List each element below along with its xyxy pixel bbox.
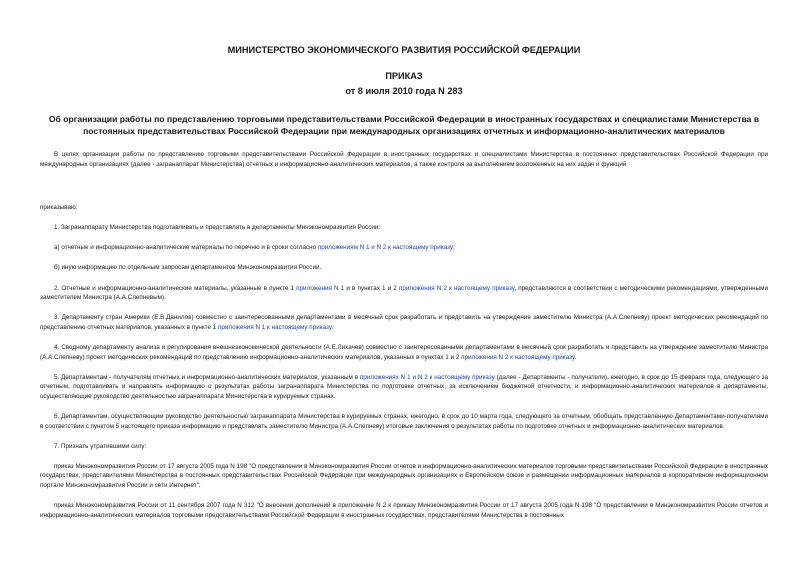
paragraph-5-end: (далее - Департаменты - получатели), ежегодно, в срок до 15 февраля года, следующего за отчетным, подготавливать и направлять информацию о результатах работы загранаппарата Министерства по подготовке отчетных, за исключением бюджетной отчетности, и информационно-аналитических материалов в департаменты, осуществляющие руководство деятельностью загранаппарата Министерства в курируемых странах. bbox=[40, 373, 768, 400]
prikazyvayu-line: приказываю: bbox=[40, 204, 78, 212]
paragraph-2-text: 2. Отчетные и информационно-аналитические материалы, указанные в пункте 1 bbox=[54, 284, 297, 292]
ministry-heading: МИНИСТЕРСТВО ЭКОНОМИЧЕСКОГО РАЗВИТИЯ РОССИЙСКОЙ ФЕДЕРАЦИИ bbox=[227, 45, 581, 55]
paragraph-3-text: 3. Департаменту стран Америки (Е.В.Данилов) совместно с заинтересованными департаментами в месячный срок разработать и представить на утверждение заместителю Министра (А.А.Слепневу) проект методических рекомендаций по представлению отчетных материалов, указанных в пункте 1 bbox=[40, 314, 768, 331]
order-heading: ПРИКАЗ bbox=[385, 71, 423, 81]
link-appendix-2[interactable]: приложения N 2 к настоящему приказу bbox=[398, 284, 515, 292]
paragraph-1a bbox=[40, 243, 768, 253]
paragraph-3 bbox=[40, 313, 768, 332]
paragraph-2 bbox=[40, 284, 768, 303]
paragraph-4-end: . bbox=[574, 353, 577, 361]
document-title: Об организации работы по представлению торговыми представительствами Российской Федерации в иностранных государствах и специалистами Министерства в постоянных представительствах Российской Федерации при международных организациях отчетных и информационно-аналитических материалов bbox=[48, 114, 760, 136]
paragraph-5 bbox=[40, 373, 768, 402]
link-appendix-1-order[interactable]: приложения N 1 к настоящему приказу bbox=[218, 323, 332, 331]
paragraph-1b: б) иную информацию по отдельным запросам департаментов Минэкономразвития России. bbox=[54, 264, 322, 272]
paragraph-1a-end: ; bbox=[453, 244, 455, 252]
paragraph-7b: приказ Минэкономразвития России от 11 сентября 2007 года N 312 "О внесении дополнений в приложение N 2 к приказу Минэкономразвития России от 17 августа 2005 года N 198 "О представлении в Минэкономразвития России отчетов и информационно-аналитических материалов торговыми представительствами Российской Федерации в иностранных государствах, представителями Министерства в постоянных bbox=[40, 501, 768, 519]
paragraph-4 bbox=[40, 343, 768, 362]
link-appendix-2-order[interactable]: приложения N 2 к настоящему приказу bbox=[461, 353, 575, 361]
paragraph-2-mid: и в пунктах 1 и 2 bbox=[344, 284, 399, 292]
intro-paragraph: В целях организации работы по представлению торговыми представительствами Российской Федерации в иностранных государствах и специалистами Министерства в постоянных представительствах Российской Федерации при международных организациях (далее - загранаппарат Министерства) отчетных и информационно-аналитических материалов, а также контроля за выполнением возложенных на них задач и функций bbox=[40, 151, 768, 168]
link-appendix-1-2[interactable]: приложениям N 1 и N 2 к настоящему приказу bbox=[317, 244, 453, 252]
paragraph-7: 7. Признать утратившими силу: bbox=[54, 442, 147, 450]
paragraph-5-text: 5. Департаментам - получателям отчетных и информационно-аналитических материалов, указанным в bbox=[54, 373, 360, 381]
order-date: от 8 июля 2010 года N 283 bbox=[345, 86, 463, 96]
paragraph-6: 6. Департаментам, осуществляющим руководство деятельностью загранаппарата Министерства в курируемых странах, ежегодно, в срок до 10 марта года, следующего за отчетным, обобщать представленную Департаментами-получателями в соответствии с пунктом 5 настоящего приказа информацию и представлять заместителю Министра (А.А.Слепневу) итоговые заключения о результатах работы по подготовке отчетных и информационно-аналитических материалов. bbox=[40, 412, 768, 430]
link-appendices-1-2[interactable]: приложениях N 1 и N 2 к настоящему приказу bbox=[359, 373, 495, 381]
document-body bbox=[40, 150, 768, 531]
paragraph-7a: приказ Минэкономразвития России от 17 августа 2005 года N 198 "О представлении в Минэкономразвития России отчетов и информационно-аналитических материалов торговыми представительствами Российской Федерации в иностранных государствах, представителями Министерства в постоянных представительствах Российской Федерации при международных организациях и Европейском союзе и размещении информационных материалов в корпоративном информационном портале Минэкономразвития России и сети Интернет"; bbox=[40, 462, 768, 489]
paragraph-2-end: , представляются в соответствии с методическими рекомендациями, утвержденными заместителем Министра (А.А.Слепневым). bbox=[40, 284, 768, 302]
paragraph-1: 1. Загранаппарату Министерства подготавливать и представлять в департаменты Минэкономразвития России: bbox=[54, 224, 381, 232]
link-appendix-1[interactable]: приложения N 1 bbox=[296, 284, 345, 292]
paragraph-3-end: . bbox=[331, 323, 334, 331]
paragraph-1a-text: а) отчетные и информационно-аналитические материалы по перечню и в сроки согласно bbox=[54, 244, 318, 252]
paragraph-4-text: 4. Сводному департаменту анализа и регулирования внешнеэкономической деятельности (А.Е.Лихачев) совместно с заинтересованными департаментами в месячный срок разработать и представить на утверждение заместителю Министра (А.А.Слепневу) проект методических рекомендаций по представлению информационно-аналитических материалов, указанных в пунктах 1 и 2 bbox=[40, 343, 768, 361]
